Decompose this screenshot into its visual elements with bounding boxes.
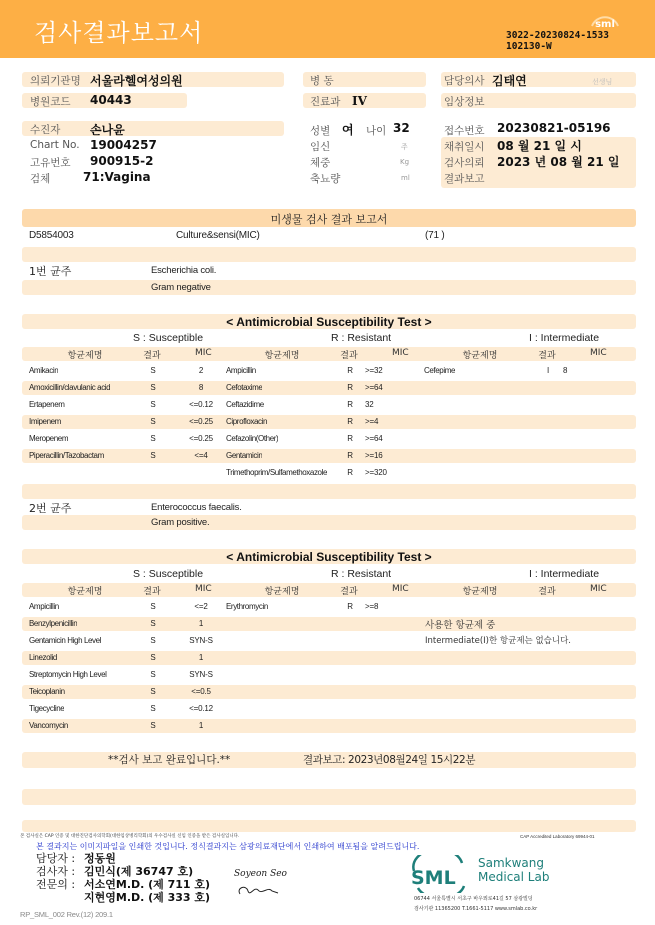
band xyxy=(22,121,284,136)
svg-text:Soyeon Seo: Soyeon Seo xyxy=(234,869,287,879)
band xyxy=(22,820,636,832)
band xyxy=(22,789,636,805)
ast-mic: >=64 xyxy=(365,434,383,443)
report-code-line2: 102130-W xyxy=(506,41,552,52)
patient-label: 수진자 xyxy=(30,124,61,136)
ast-result: S xyxy=(150,687,156,696)
company-name xyxy=(478,856,549,884)
ast-drug-name: Meropenem xyxy=(29,434,69,443)
ast-drug-name: Teicoplanin xyxy=(29,687,65,696)
column-header-mic: MIC xyxy=(195,348,212,358)
ast-result: S xyxy=(150,602,156,611)
column-header-drug: 항균제명 xyxy=(67,587,103,597)
column-header-result: 결과 xyxy=(340,587,358,597)
weight-unit: Kg xyxy=(400,158,410,166)
staff-name: 정동원 xyxy=(84,852,116,865)
svg-text:SML: SML xyxy=(411,867,456,889)
ast-mic: <=0.12 xyxy=(189,704,213,713)
band xyxy=(22,449,636,463)
ast-mic: <=4 xyxy=(194,451,208,460)
sex-label: 성별 xyxy=(310,125,331,137)
ast-drug-name: Ertapenem xyxy=(29,400,65,409)
receipt-label: 접수번호 xyxy=(444,125,485,137)
ast-drug-name: Cefotaxime xyxy=(226,383,263,392)
ast-title-2: < Antimicrobial Susceptibility Test > xyxy=(226,550,432,564)
institution-value: 서울라헬여성의원 xyxy=(90,74,183,88)
id-value: 900915-2 xyxy=(90,154,154,168)
ast-drug-name: Piperacillin/Tazobactam xyxy=(29,451,104,460)
isolate2-gram: Gram positive. xyxy=(151,517,210,528)
pregnancy-label: 임신 xyxy=(310,141,331,153)
sex-value: 여 xyxy=(342,123,354,137)
staff-name: 김민식(제 36747 호) xyxy=(84,865,194,878)
request-value: 2023 년 08 월 21 일 xyxy=(497,155,620,169)
report-label: 결과보고 xyxy=(444,173,485,185)
ast-result: S xyxy=(150,417,156,426)
ast-mic: <=0.25 xyxy=(189,434,213,443)
column-header-mic: MIC xyxy=(392,348,409,358)
doctor-value: 김태연 xyxy=(492,74,527,88)
band xyxy=(22,280,636,295)
column-header-result: 결과 xyxy=(538,351,556,361)
ast-drug-name: Ampicillin xyxy=(29,602,59,611)
request-label: 검사의뢰 xyxy=(444,157,485,169)
ast-result: R xyxy=(347,434,353,443)
ast-mic: >=16 xyxy=(365,451,383,460)
report-code-line1: 3022-20230824-1533 xyxy=(506,30,609,41)
report-time: 결과보고: 2023년08월24일 15시22분 xyxy=(303,754,476,766)
column-header-mic: MIC xyxy=(392,584,409,594)
band xyxy=(22,484,636,499)
band xyxy=(22,415,636,429)
isolate2-organism: Enterococcus faecalis. xyxy=(151,502,242,513)
ast-result: S xyxy=(150,670,156,679)
ast-drug-name: Amoxicillin/clavulanic acid xyxy=(29,383,111,392)
staff-role: 담당자 : xyxy=(36,852,76,865)
ast-result: S xyxy=(150,636,156,645)
test-specimen: (71 ) xyxy=(425,230,445,241)
ast-result: R xyxy=(347,468,353,477)
ast-drug-name: Ceftazidime xyxy=(226,400,264,409)
ast-drug-name: Ciprofloxacin xyxy=(226,417,268,426)
test-code: D5854003 xyxy=(29,230,74,241)
column-header-result: 결과 xyxy=(340,351,358,361)
hospital-code-value: 40443 xyxy=(90,93,132,107)
ast-drug-name: Streptomycin High Level xyxy=(29,670,107,679)
ast-mic: SYN-S xyxy=(189,636,213,645)
column-header-mic: MIC xyxy=(590,584,607,594)
column-header-drug: 항균제명 xyxy=(462,587,498,597)
age-label: 나이 xyxy=(366,125,387,137)
ast-result: I xyxy=(546,366,550,375)
weight-label: 체중 xyxy=(310,157,331,169)
staff-name: 지현영M.D. (제 333 호) xyxy=(84,891,211,904)
chart-value: 19004257 xyxy=(90,138,157,152)
ast-mic: <=0.25 xyxy=(189,417,213,426)
ast-drug-name: Gentamicin High Level xyxy=(29,636,102,645)
ast-drug-name: Cefepime xyxy=(424,366,456,375)
ast-drug-name: Linezolid xyxy=(29,653,57,662)
ast-mic: >=8 xyxy=(365,602,379,611)
column-header-drug: 항균제명 xyxy=(264,587,300,597)
company-address: 06744 서울특별시 서초구 바우뫼로41길 57 삼광빌딩 xyxy=(414,896,533,902)
ast-result: S xyxy=(150,383,156,392)
urine-label: 축뇨량 xyxy=(310,173,341,185)
specimen-label: 검체 xyxy=(30,173,51,185)
ast-result: R xyxy=(347,451,353,460)
ast-result: R xyxy=(347,602,353,611)
staff-role: 전문의 : xyxy=(36,878,76,891)
report-title: 검사결과보고서 xyxy=(34,19,204,47)
ast-drug-name: Tigecycline xyxy=(29,704,65,713)
ast-mic: >=320 xyxy=(365,468,387,477)
band xyxy=(22,651,636,665)
clinical-info-label: 임상정보 xyxy=(444,96,485,108)
staff-name: 서소연M.D. (제 711 호) xyxy=(84,878,211,891)
institution-label: 의뢰기관명 xyxy=(30,75,81,87)
no-intermediate-note-line1: 사용한 항균제 중 xyxy=(425,620,496,631)
ast-mic: 8 xyxy=(198,383,204,392)
isolate1-label: 1번 균주 xyxy=(29,265,72,278)
ast-mic: 2 xyxy=(198,366,204,375)
legend-susceptible-2: S : Susceptible xyxy=(133,568,204,580)
column-header-drug: 항균제명 xyxy=(462,351,498,361)
form-code: RP_SML_002 Rev.(12) 209.1 xyxy=(20,910,113,919)
company-contact: 검사기관 11365200 T.1661-5117 www.smlab.co.kr xyxy=(414,906,538,912)
no-intermediate-note-line2: Intermediate(I)한 항균제는 없습니다. xyxy=(425,636,571,646)
legend-intermediate-2: I : Intermediate xyxy=(529,568,600,580)
department-label: 진료과 xyxy=(310,96,341,108)
receipt-value: 20230821-05196 xyxy=(497,121,611,135)
isolate1-gram: Gram negative xyxy=(151,282,211,293)
ast-mic: 1 xyxy=(198,721,204,730)
ast-result: S xyxy=(150,400,156,409)
column-header-mic: MIC xyxy=(590,348,607,358)
ast-drug-name: Vancomycin xyxy=(29,721,68,730)
isolate2-label: 2번 균주 xyxy=(29,502,72,515)
legend-resistant-2: R : Resistant xyxy=(331,568,392,580)
ast-result: R xyxy=(347,366,353,375)
report-code xyxy=(506,30,609,52)
ast-mic: 32 xyxy=(365,400,374,409)
isolate1-organism: Escherichia coli. xyxy=(151,265,217,276)
ast-drug-name: Imipenem xyxy=(29,417,61,426)
ast-result: S xyxy=(150,721,156,730)
ast-drug-name: Erythromycin xyxy=(226,602,268,611)
pregnancy-unit: 주 xyxy=(401,143,408,151)
ast-mic: <=0.5 xyxy=(191,687,211,696)
band xyxy=(22,515,636,530)
band xyxy=(22,719,636,733)
ast-result: S xyxy=(150,704,156,713)
ast-mic: >=32 xyxy=(365,366,383,375)
ast-result: S xyxy=(150,653,156,662)
ast-drug-name: Benzylpenicillin xyxy=(29,619,78,628)
band xyxy=(22,247,636,262)
ast-drug-name: Trimethoprim/Sulfamethoxazole xyxy=(226,468,328,477)
completion-message: **검사 보고 완료입니다.** xyxy=(108,754,231,766)
ward-label: 병 동 xyxy=(310,75,334,87)
specimen-value: 71:Vagina xyxy=(83,170,151,184)
column-header-drug: 항균제명 xyxy=(67,351,103,361)
ast-mic: >=4 xyxy=(365,417,379,426)
legend-susceptible-1: S : Susceptible xyxy=(133,332,204,344)
staff-role: 검사자 : xyxy=(36,865,76,878)
doctor-suffix: 선생님 xyxy=(592,78,613,86)
test-name: Culture&sensi(MIC) xyxy=(176,230,260,241)
accreditation-disclaimer: 본 검사실은 CAP 인증 및 대한진단검사의학회(대한임상병리학회)의 우수검사실 신임 인증을 받은 검사실입니다. xyxy=(20,834,240,839)
ast-result: R xyxy=(347,383,353,392)
band xyxy=(22,685,636,699)
signature-icon xyxy=(232,866,292,902)
ast-mic: >=64 xyxy=(365,383,383,392)
urine-unit: ml xyxy=(401,174,410,182)
ast-result: S xyxy=(150,366,156,375)
patient-value: 손나윤 xyxy=(90,123,125,137)
ast-drug-name: Amikacin xyxy=(29,366,59,375)
legend-intermediate-1: I : Intermediate xyxy=(529,332,600,344)
company-name-line1: Samkwang xyxy=(478,856,544,870)
column-header-result: 결과 xyxy=(538,587,556,597)
ast-title-1: < Antimicrobial Susceptibility Test > xyxy=(226,315,432,329)
doctor-label: 담당의사 xyxy=(444,75,485,87)
ast-mic: SYN-S xyxy=(189,670,213,679)
collection-value: 08 월 21 일 시 xyxy=(497,139,582,153)
column-header-mic: MIC xyxy=(195,584,212,594)
chart-label: Chart No. xyxy=(30,139,80,151)
column-header-result: 결과 xyxy=(143,351,161,361)
sml-logo-icon xyxy=(588,6,622,30)
ast-result: S xyxy=(150,619,156,628)
ast-result: R xyxy=(347,417,353,426)
micro-section-title: 미생물 검사 결과 보고서 xyxy=(270,213,388,226)
id-label: 고유번호 xyxy=(30,157,71,169)
band xyxy=(22,381,636,395)
cap-accreditation: CAP Accredited Laboratory 69944-01 xyxy=(520,834,595,839)
ast-mic: <=2 xyxy=(194,602,208,611)
ast-mic: 1 xyxy=(198,653,204,662)
legend-resistant-1: R : Resistant xyxy=(331,332,392,344)
ast-result: S xyxy=(150,451,156,460)
ast-drug-name: Ampicillin xyxy=(226,366,256,375)
collection-label: 채취일시 xyxy=(444,141,485,153)
print-note: 본 결과지는 이미지파일을 인쇄한 것입니다. 정식결과지는 삼광의료재단에서 인쇄하여 배포됨을 알려드립니다. xyxy=(36,842,420,851)
company-name-line2: Medical Lab xyxy=(478,870,550,884)
svg-text:sml: sml xyxy=(595,19,615,30)
age-value: 32 xyxy=(393,121,410,135)
column-header-drug: 항균제명 xyxy=(264,351,300,361)
ast-mic: 8 xyxy=(563,366,568,375)
report-header xyxy=(0,0,655,58)
ast-result: S xyxy=(150,434,156,443)
ast-mic: 1 xyxy=(198,619,204,628)
hospital-code-label: 병원코드 xyxy=(30,96,71,108)
column-header-result: 결과 xyxy=(143,587,161,597)
ast-result: R xyxy=(347,400,353,409)
department-value: IV xyxy=(352,94,367,108)
ast-mic: <=0.12 xyxy=(189,400,213,409)
sml-company-logo-icon xyxy=(408,855,476,893)
ast-drug-name: Cefazolin(Other) xyxy=(226,434,279,443)
ast-drug-name: Gentamicin xyxy=(226,451,263,460)
band xyxy=(22,617,636,631)
